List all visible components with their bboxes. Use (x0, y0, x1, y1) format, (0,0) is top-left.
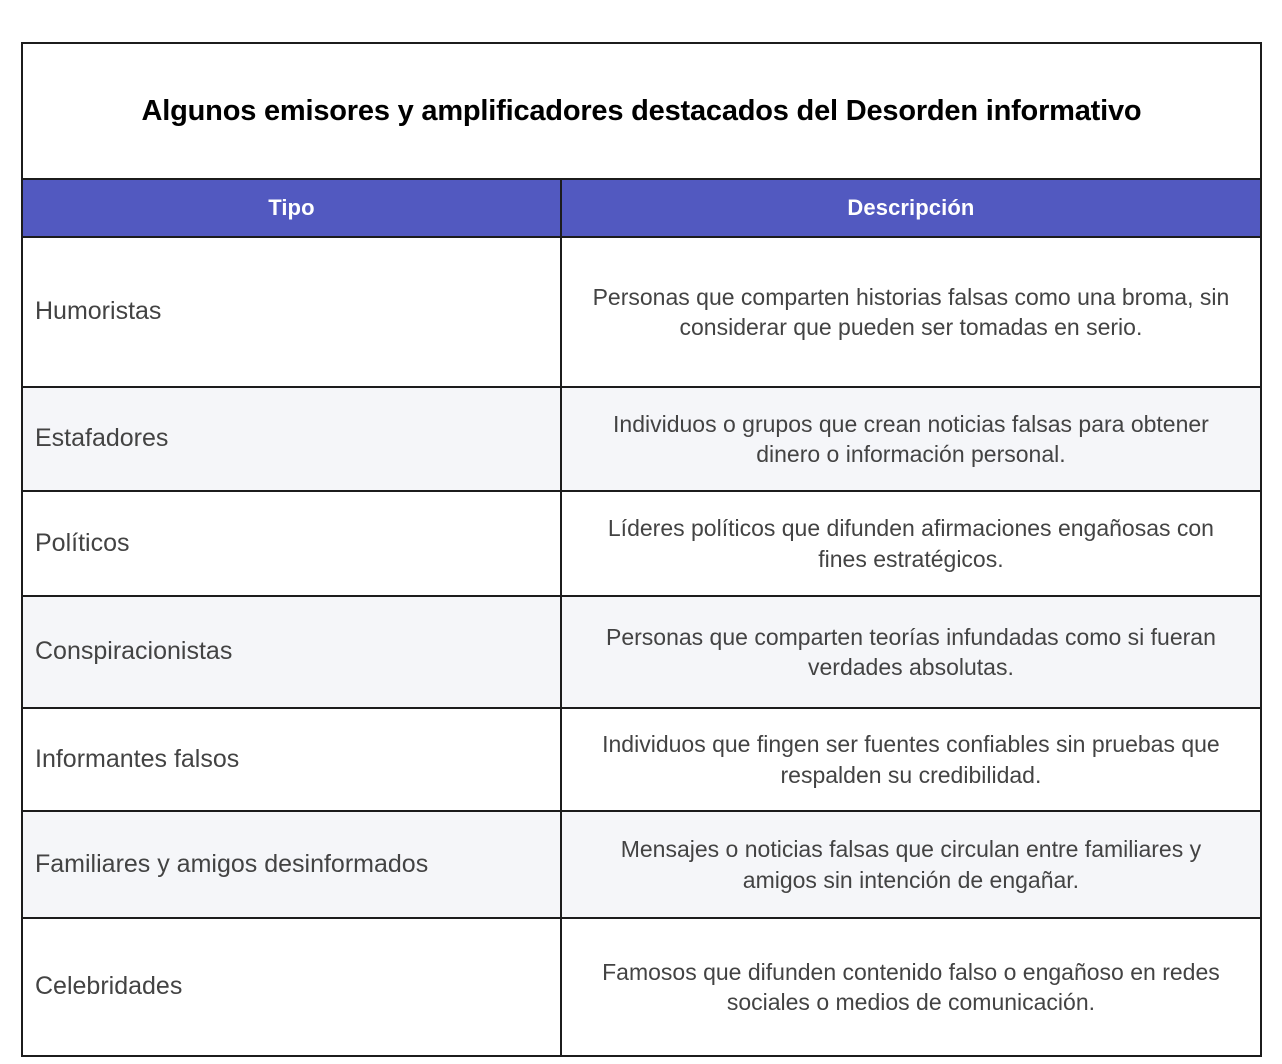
cell-tipo: Estafadores (22, 387, 561, 491)
cell-tipo: Celebridades (22, 918, 561, 1056)
info-table-container (21, 42, 1262, 1039)
table-head (22, 43, 1261, 237)
table-row (22, 387, 1261, 491)
cell-tipo: Conspiracionistas (22, 596, 561, 708)
table-body (22, 237, 1261, 1056)
table-row (22, 918, 1261, 1056)
cell-tipo: Familiares y amigos desinformados (22, 811, 561, 918)
cell-descripcion: Líderes políticos que difunden afirmaciones engañosas con fines estratégicos. (561, 491, 1261, 596)
cell-descripcion: Famosos que difunden contenido falso o engañoso en redes sociales o medios de comunicación. (561, 918, 1261, 1056)
column-header-tipo: Tipo (22, 179, 561, 237)
table-title-cell (22, 43, 1261, 179)
cell-tipo: Humoristas (22, 237, 561, 387)
table-row (22, 491, 1261, 596)
cell-descripcion: Mensajes o noticias falsas que circulan entre familiares y amigos sin intención de engañar. (561, 811, 1261, 918)
cell-descripcion: Individuos o grupos que crean noticias falsas para obtener dinero o información personal. (561, 387, 1261, 491)
table-row (22, 708, 1261, 811)
table-header-row (22, 179, 1261, 237)
table-row (22, 811, 1261, 918)
information-disorder-table (21, 42, 1262, 1057)
cell-descripcion: Individuos que fingen ser fuentes confiables sin pruebas que respalden su credibilidad. (561, 708, 1261, 811)
page-title: Algunos emisores y amplificadores destacados del Desorden informativo (141, 94, 1142, 127)
table-row (22, 596, 1261, 708)
cell-tipo: Informantes falsos (22, 708, 561, 811)
table-title-row (22, 43, 1261, 179)
cell-descripcion: Personas que comparten historias falsas como una broma, sin considerar que pueden ser tomadas en serio. (561, 237, 1261, 387)
column-header-descripcion: Descripción (561, 179, 1261, 237)
table-row (22, 237, 1261, 387)
cell-descripcion: Personas que comparten teorías infundadas como si fueran verdades absolutas. (561, 596, 1261, 708)
cell-tipo: Políticos (22, 491, 561, 596)
